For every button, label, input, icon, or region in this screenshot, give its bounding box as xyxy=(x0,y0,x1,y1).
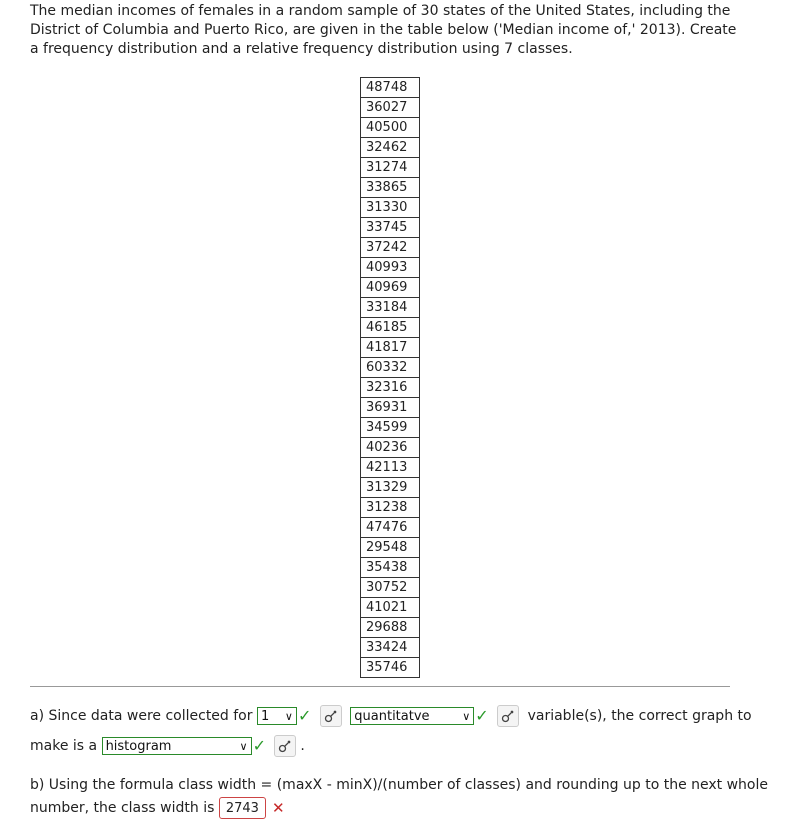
checkmark-icon: ✓ xyxy=(252,736,266,755)
table-cell: 35438 xyxy=(361,558,420,578)
checkmark-icon: ✓ xyxy=(475,706,489,725)
part-b-line-2 xyxy=(30,796,285,820)
table-cell: 29548 xyxy=(361,538,420,558)
table-cell: 46185 xyxy=(361,318,420,338)
data-table xyxy=(360,77,420,678)
part-a-line-1 xyxy=(30,704,752,728)
table-row xyxy=(361,418,420,438)
table-row xyxy=(361,78,420,98)
table-row xyxy=(361,558,420,578)
table-cell: 41021 xyxy=(361,598,420,618)
table-cell: 47476 xyxy=(361,518,420,538)
part-a-line-2 xyxy=(30,734,305,758)
table-cell: 31238 xyxy=(361,498,420,518)
table-row xyxy=(361,238,420,258)
key-icon[interactable] xyxy=(274,735,296,757)
divider xyxy=(30,686,730,687)
table-row xyxy=(361,338,420,358)
table-cell: 48748 xyxy=(361,78,420,98)
part-a-end: . xyxy=(300,738,305,754)
variable-count-value: 1 xyxy=(260,709,270,724)
table-cell: 31274 xyxy=(361,158,420,178)
table-cell: 29688 xyxy=(361,618,420,638)
variable-type-select[interactable] xyxy=(350,707,474,725)
table-cell: 36931 xyxy=(361,398,420,418)
table-row xyxy=(361,398,420,418)
table-cell: 33424 xyxy=(361,638,420,658)
table-row xyxy=(361,598,420,618)
table-row xyxy=(361,618,420,638)
chevron-down-icon: ∨ xyxy=(239,740,248,753)
table-row xyxy=(361,478,420,498)
table-row xyxy=(361,178,420,198)
graph-type-value: histogram xyxy=(105,739,172,754)
table-row xyxy=(361,158,420,178)
table-cell: 37242 xyxy=(361,238,420,258)
table-cell: 34599 xyxy=(361,418,420,438)
table-row xyxy=(361,278,420,298)
table-row xyxy=(361,538,420,558)
table-row xyxy=(361,98,420,118)
checkmark-icon: ✓ xyxy=(297,706,312,725)
table-row xyxy=(361,658,420,678)
table-cell: 40993 xyxy=(361,258,420,278)
question-intro: The median incomes of females in a random sample of 30 states of the United States, including the District of Columbia and Puerto Rico, are given in the table below ('Median income of,' 2013). Create a frequency distribution and a relative frequency distribution using 7 classes. xyxy=(30,3,737,57)
table-cell: 31330 xyxy=(361,198,420,218)
table-cell: 40500 xyxy=(361,118,420,138)
table-row xyxy=(361,358,420,378)
table-cell: 32316 xyxy=(361,378,420,398)
table-row xyxy=(361,578,420,598)
table-row xyxy=(361,138,420,158)
table-row xyxy=(361,638,420,658)
table-cell: 31329 xyxy=(361,478,420,498)
table-row xyxy=(361,318,420,338)
chevron-down-icon: ∨ xyxy=(462,710,471,723)
table-row xyxy=(361,498,420,518)
part-b-text-1: b) Using the formula class width = (maxX - minX)/(number of classes) and rounding up to the next whole xyxy=(30,777,769,793)
table-cell: 60332 xyxy=(361,358,420,378)
part-a-text-2: variable(s), the correct graph to xyxy=(527,708,752,724)
table-cell: 33184 xyxy=(361,298,420,318)
table-cell: 42113 xyxy=(361,458,420,478)
variable-count-select[interactable] xyxy=(257,707,297,725)
chevron-down-icon: ∨ xyxy=(284,710,293,723)
table-row xyxy=(361,518,420,538)
table-row xyxy=(361,378,420,398)
x-mark-icon: ✕ xyxy=(271,799,285,817)
class-width-input[interactable]: 2743 xyxy=(219,797,266,819)
table-cell: 40969 xyxy=(361,278,420,298)
part-b-text-2: number, the class width is xyxy=(30,800,215,816)
table-row xyxy=(361,438,420,458)
table-row xyxy=(361,298,420,318)
table-row xyxy=(361,118,420,138)
table-cell: 35746 xyxy=(361,658,420,678)
table-row xyxy=(361,218,420,238)
table-cell: 32462 xyxy=(361,138,420,158)
variable-type-value: quantitatve xyxy=(354,709,430,724)
graph-type-select[interactable] xyxy=(102,737,252,755)
table-row xyxy=(361,198,420,218)
table-cell: 41817 xyxy=(361,338,420,358)
table-cell: 33745 xyxy=(361,218,420,238)
table-cell: 40236 xyxy=(361,438,420,458)
table-cell: 36027 xyxy=(361,98,420,118)
table-row xyxy=(361,258,420,278)
key-icon[interactable] xyxy=(320,705,342,727)
part-a-text-1: a) Since data were collected for xyxy=(30,708,253,724)
part-b-line-1 xyxy=(30,773,768,797)
table-cell: 30752 xyxy=(361,578,420,598)
key-icon[interactable] xyxy=(497,705,519,727)
table-cell: 33865 xyxy=(361,178,420,198)
table-row xyxy=(361,458,420,478)
part-a-text-3: make is a xyxy=(30,738,98,754)
